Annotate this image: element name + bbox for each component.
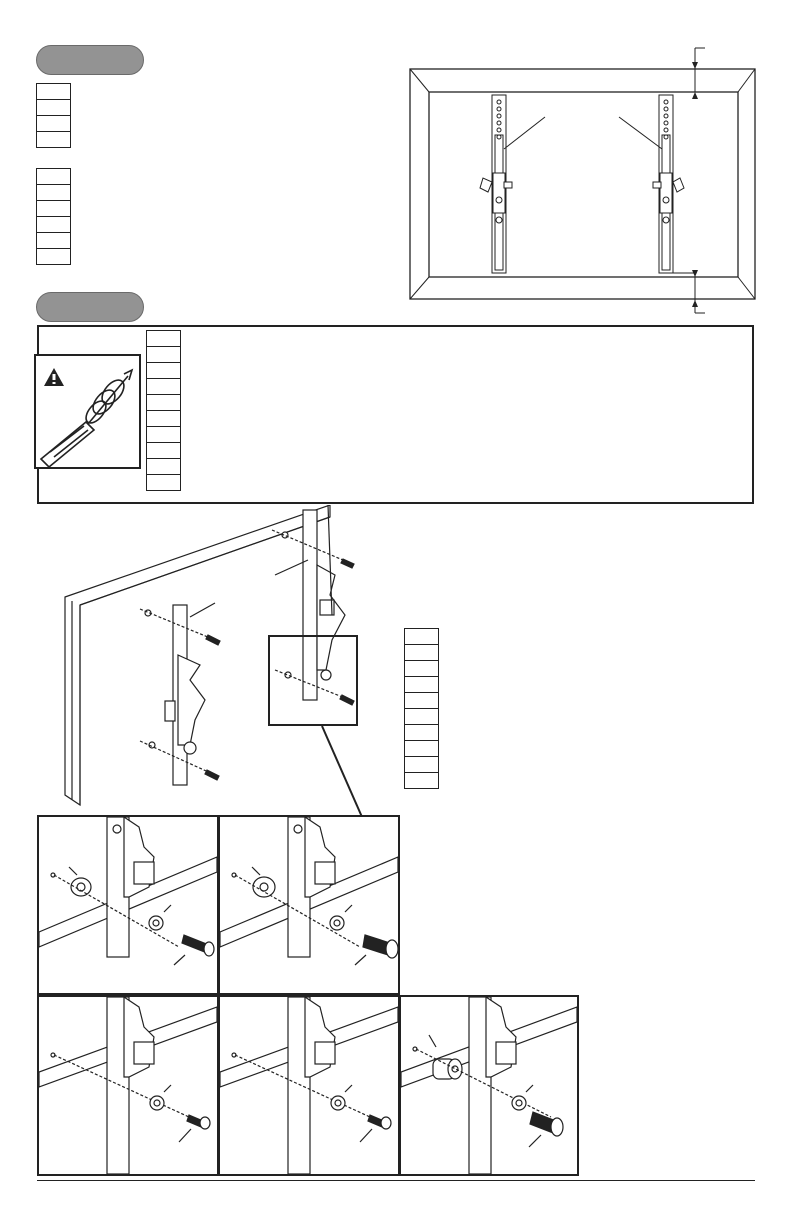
- parts-table-a: [36, 83, 71, 148]
- detail-panel-1: [37, 815, 219, 995]
- step-1-badge: [36, 45, 144, 75]
- caution-illustration: [34, 354, 141, 469]
- step-2-badge: [36, 292, 144, 322]
- detail-panel-2: [218, 815, 400, 995]
- screwdriver-icon: [36, 356, 139, 467]
- detail-panel-3: [37, 995, 219, 1176]
- detail-panel-4: [218, 995, 400, 1176]
- warning-box: [37, 325, 754, 504]
- tv-with-brackets-diagram: [400, 45, 770, 320]
- detail-panel-5: [399, 995, 579, 1176]
- parts-table-b: [36, 168, 71, 265]
- torque-table: [146, 330, 181, 491]
- screw-table: [404, 628, 439, 789]
- detail-zoom-box: [268, 635, 358, 726]
- zoom-leader-line: [320, 724, 370, 819]
- footer-rule: [37, 1180, 755, 1181]
